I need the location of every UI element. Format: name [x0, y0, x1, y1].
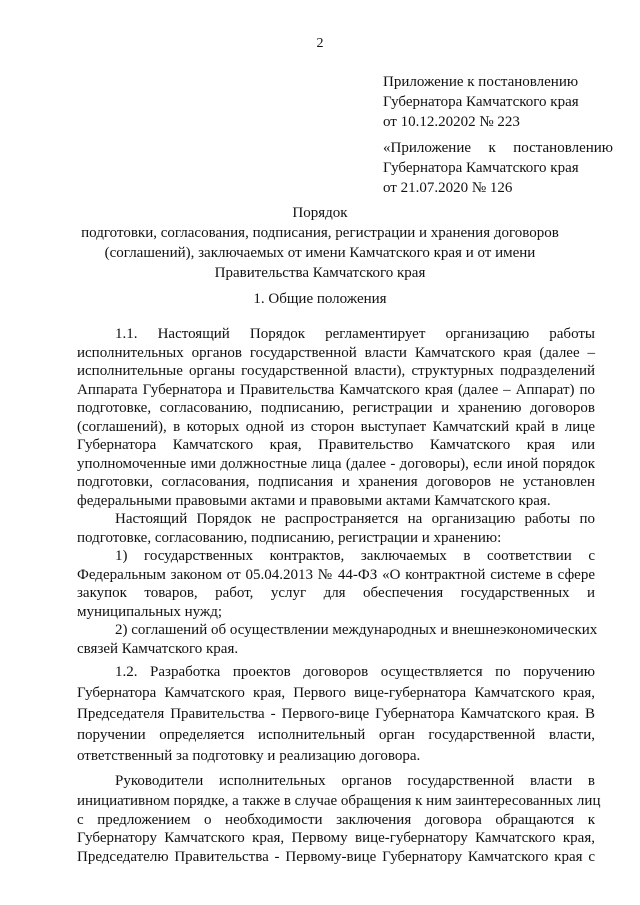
text-line: связей Камчатского края. [77, 640, 239, 657]
text-line: 1.1. Настоящий Порядок регламентирует организацию работы [115, 326, 595, 342]
text-line: с предложением о необходимости заключения договора обращаются к [77, 811, 595, 828]
text-line: федеральными правовыми актами и правовыми актами Камчатского края. [77, 492, 551, 509]
text-line: муниципальных нужд; [77, 603, 223, 620]
text-line: Губернатора Камчатского края, Правительство Камчатского края или [77, 437, 595, 453]
title-line: (соглашений), заключаемых от имени Камчатского края и от имени [104, 245, 536, 261]
text-line: закупок товаров, работ, услуг для обеспечения государственных и [77, 585, 595, 601]
page-number: 2 [316, 36, 324, 51]
paragraph-initiative [77, 771, 601, 866]
text-line: Губернатору Камчатского края, Первому вице-губернатору Камчатского края, [77, 830, 595, 846]
paragraph-1-1 [77, 325, 595, 510]
text-line: Руководители исполнительных органов государственной власти в [115, 773, 595, 789]
text-line: исполнительные органы государственной власти), структурных подразделений [77, 363, 595, 379]
document-title [0, 203, 640, 283]
text-line: 1.2. Разработка проектов договоров осуществляется по поручению [115, 664, 595, 680]
text-line: Председателя Правительства - Первого-вице Губернатора Камчатского края. В [77, 706, 595, 722]
title-line: Порядок [292, 205, 348, 221]
text-line: Председателю Правительства - Первому-вице Губернатору Камчатского края с [77, 848, 595, 865]
text-line: (соглашений), в которых одной из сторон выступает Камчатский край в лице [77, 418, 595, 435]
text-line: 2) соглашений об осуществлении международных и внешнеэкономических [115, 622, 598, 638]
appendix-prior-line: от 21.07.2020 № 126 [383, 180, 513, 196]
title-line: Правительства Камчатского края [214, 265, 426, 281]
text-line: поручении определяется исполнительный орган государственной власти, [77, 727, 595, 743]
appendix-note-line: от 10.12.20202 № 223 [383, 114, 520, 130]
text-line: подготовки, согласования, подписания и хранения договоров не установлен [77, 474, 595, 490]
paragraph-exclusions [77, 510, 595, 547]
text-line: уполномоченные ими должностные лица (далее - договоры), если иной порядок [77, 455, 595, 472]
text-line: 1) государственных контрактов, заключаемых в соответствии с [115, 548, 595, 564]
text-line: подготовке, согласованию, подписанию, регистрации и хранению договоров [77, 400, 595, 416]
text-line: инициативном порядке, а также в случае обращения к ним заинтересованных лиц [77, 793, 601, 809]
text-line: Федеральным законом от 05.04.2013 № 44-ФЗ «О контрактной системе в сфере [77, 566, 595, 583]
text-line: Настоящий Порядок не распространяется на организацию работы по [115, 511, 595, 527]
section-heading: 1. Общие положения [253, 291, 387, 307]
text-line: исполнительных органов государственной власти Камчатского края (далее – [77, 344, 595, 361]
list-item-1 [77, 547, 595, 621]
appendix-note-line: Приложение к постановлению [383, 74, 579, 90]
text-line: подготовке, согласованию, подписанию, регистрации и хранению: [77, 529, 502, 546]
appendix-prior-line: Губернатора Камчатского края [383, 160, 579, 176]
appendix-note [383, 72, 613, 132]
appendix-prior-note [383, 138, 613, 198]
document-body [77, 325, 601, 866]
appendix-note-line: Губернатора Камчатского края [383, 94, 579, 110]
text-line: Аппарата Губернатора и Правительства Камчатского края (далее – Аппарат) по [77, 381, 595, 398]
appendix-prior-line: «Приложение к постановлению [383, 140, 613, 156]
title-line: подготовки, согласования, подписания, регистрации и хранения договоров [81, 225, 559, 241]
list-item-2 [77, 621, 598, 658]
paragraph-1-2 [77, 662, 595, 767]
text-line: Губернатора Камчатского края, Первого вице-губернатора Камчатского края, [77, 685, 595, 701]
text-line: ответственный за подготовку и реализацию договора. [77, 748, 421, 764]
